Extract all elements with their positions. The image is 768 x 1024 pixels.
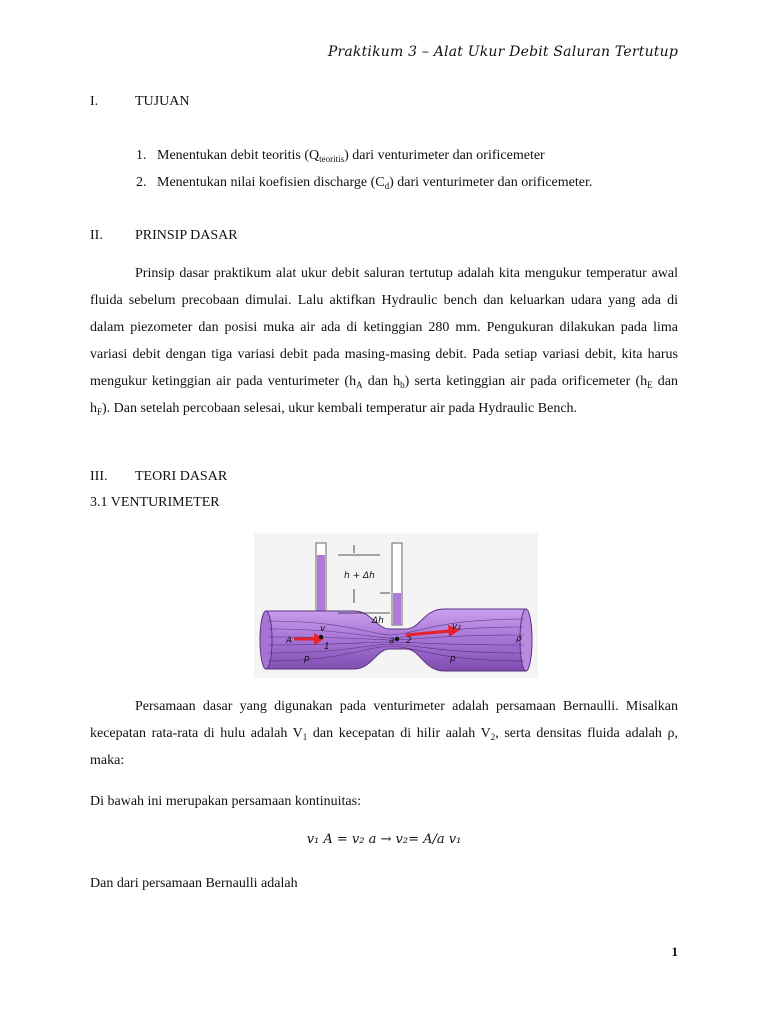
label-point-2: 2 xyxy=(406,636,412,646)
label-v1: v xyxy=(320,624,326,634)
venturimeter-diagram xyxy=(254,533,538,678)
basic-principle-paragraph: Prinsip dasar praktikum alat ukur debit saluran tertutup adalah kita mengukur temperatur awal fluida sebelum precobaan dimulai. Lalu aktifkan Hydraulic bench dan keluarkan udara yang ada di dalam piezometer dan posisi muka air ada di ketinggian 280 mm. Pengukuran dilakukan pada lima variasi debit dengan tiga variasi debit pada masing-masing debit. Pada setiap variasi debit, kita harus mengukur ketinggian air pada venturimeter ($h_A$ dan $h_b$) serta ketinggian air pada orificemeter ($h_E$ dan $h_F$). Dan setelah percobaan selesai, ukur kembali temperatur air pada Hydraulic Bench. xyxy=(90,266,679,417)
label-A: A xyxy=(286,636,293,646)
list-text: Menentukan nilai koefisien discharge (C xyxy=(157,175,385,190)
section-1-number: I. xyxy=(90,94,99,109)
bernoulli-paragraph: Persamaan dasar yang digunakan pada venturimeter adalah persamaan Bernaulli. Misalkan kecepatan rata-rata di hulu adalah $V_1$ dan kecepatan di hilir aalah $V_2$, serta densitas fluida adalah ρ, maka: xyxy=(90,699,678,768)
label-a: a xyxy=(389,636,395,646)
label-dh: Δh xyxy=(372,616,384,626)
continuity-equation: v₁ A = v₂ a → v₂= A/a v₁ xyxy=(306,832,462,847)
label-rho: ρ xyxy=(516,634,522,644)
objective-item-2 xyxy=(136,175,592,191)
objective-item-1 xyxy=(136,148,545,164)
label-p2: p xyxy=(450,654,456,664)
label-v2: v₂ xyxy=(452,622,461,632)
subscript: d xyxy=(384,181,390,191)
list-text: ) dari venturimeter dan orificemeter. xyxy=(389,175,593,190)
list-number: 1. xyxy=(136,148,147,163)
list-text: ) dari venturimeter dan orificemeter xyxy=(344,148,545,163)
section-3-title: TEORI DASAR xyxy=(135,469,228,484)
running-header: Praktikum 3 – Alat Ukur Debit Saluran Tertutup xyxy=(327,44,678,60)
bernoulli-intro: Dan dari persamaan Bernaulli adalah xyxy=(90,876,298,891)
label-p1: p xyxy=(304,654,310,664)
subscript: teoritis xyxy=(319,154,345,164)
label-point-1: 1 xyxy=(324,642,330,652)
section-1-title: TUJUAN xyxy=(135,94,190,109)
subsection-3-1-heading: 3.1 VENTURIMETER xyxy=(90,495,220,510)
section-2-number: II. xyxy=(90,228,103,243)
section-3-number: III. xyxy=(90,469,108,484)
label-h-plus-dh: h + Δh xyxy=(344,571,375,581)
continuity-intro: Di bawah ini merupakan persamaan kontinuitas: xyxy=(90,794,361,809)
list-number: 2. xyxy=(136,175,147,190)
page-number: 1 xyxy=(671,944,678,959)
section-2-title: PRINSIP DASAR xyxy=(135,228,238,243)
list-text: Menentukan debit teoritis (Q xyxy=(157,148,320,163)
